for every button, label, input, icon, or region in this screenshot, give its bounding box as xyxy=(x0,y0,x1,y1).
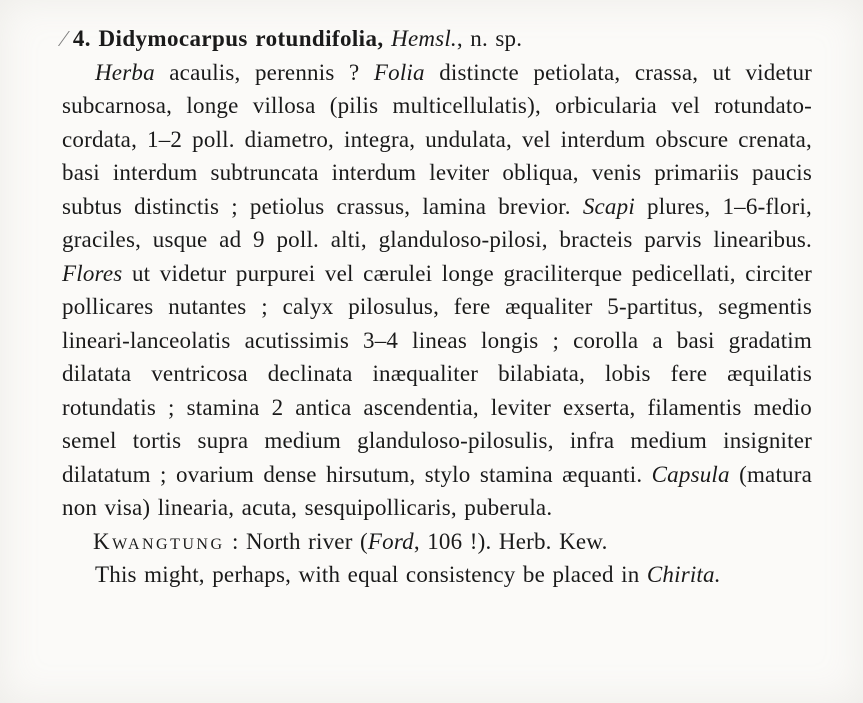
text-run: Capsula xyxy=(651,461,730,487)
text-run: Kwangtung xyxy=(93,528,225,554)
text-run: Chirita. xyxy=(646,562,721,587)
text-run: Scapi xyxy=(582,193,635,219)
text-run: , 106 !). Herb. Kew. xyxy=(413,528,608,554)
text-run: Ford xyxy=(367,528,414,554)
text-block xyxy=(62,22,812,592)
text-run: Herba xyxy=(95,59,155,85)
latin-diagnosis xyxy=(62,56,812,525)
species-heading xyxy=(62,22,812,56)
text-run: ut videtur purpurei vel cærulei longe graciliterque pedicellati, circiter pollicares nutantes ; calyx pilosulus, fere æqualiter 5-partitus, segmentis lineari-lanceolatis acutissimis 3–4 lineas longis ; corolla a basi gradatim dilatata ventricosa declinata inæqualiter bilabiata, lobis fere æquilatis rotundatis ; stamina 2 antica ascendentia, leviter exserta, filamentis medio semel tortis supra medium glanduloso-pilosulis, infra medium insigniter dilatatum ; ovarium dense hirsutum, stylo stamina æquanti. xyxy=(62,260,812,487)
locality-line xyxy=(62,525,812,559)
text-run: 4. Didymocarpus rotundifolia, xyxy=(72,26,392,51)
text-run: distincte petiolata, crassa, ut videtur subcarnosa, longe villosa (pilis multicellulatis), orbicularia vel rotundato-cordata, 1–2 poll. diametro, integra, undulata, vel interdum obscure crenata, basi interdum subtruncata interdum leviter obliqua, venis primariis paucis subtus distinctis ; petiolus crassus, lamina brevior. xyxy=(62,59,812,219)
text-run: (matura non visa) linearia, acuta, sesquipollicaris, puberula. xyxy=(62,461,812,520)
text-run: Folia xyxy=(373,59,425,85)
taxonomic-remark xyxy=(62,558,812,592)
text-run: Hemsl. xyxy=(391,26,457,51)
text-run: This might, perhaps, with equal consistency be placed in xyxy=(95,562,647,587)
pencil-mark: ∕ xyxy=(62,26,66,51)
text-run: : North river ( xyxy=(224,528,368,554)
text-run: Flores xyxy=(62,260,123,286)
text-run: , n. sp. xyxy=(456,26,523,51)
text-run: acaulis, perennis ? xyxy=(154,59,374,85)
text-run: plures, 1–6-flori, graciles, usque ad 9 poll. alti, glanduloso-pilosi, bracteis parvis linearibus. xyxy=(62,193,812,252)
